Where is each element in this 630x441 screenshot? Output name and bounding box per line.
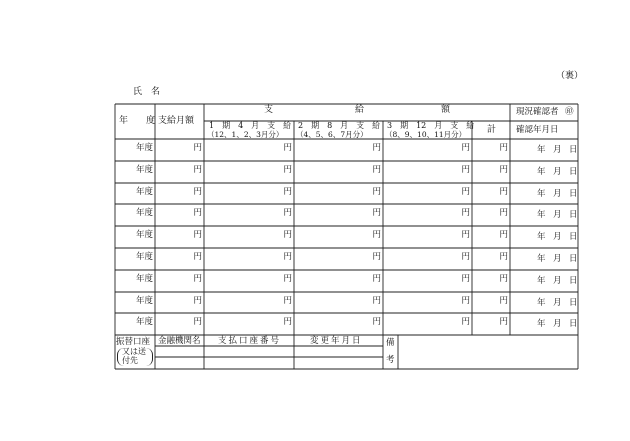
row-monthly-unit: 円 [193, 252, 202, 262]
check-date-day-label: 日 [569, 298, 578, 308]
check-date-month-label: 月 [553, 232, 562, 242]
or-send-to-line1: 又は送 [122, 347, 146, 356]
total-header: 計 [487, 125, 497, 135]
row-p1-unit: 円 [283, 230, 292, 240]
page-side-label: （裏） [556, 71, 584, 81]
row-year-unit: 年度 [135, 274, 153, 284]
row-year-unit: 年度 [135, 296, 153, 306]
period2-header-line1: 2 期 8 月 支 給 [298, 121, 381, 130]
row-p1-unit: 円 [283, 317, 292, 327]
row-p3-unit: 円 [461, 317, 470, 327]
check-date-month-label: 月 [553, 167, 562, 177]
row-total-unit: 円 [499, 165, 508, 175]
row-total-unit: 円 [499, 274, 508, 284]
check-date-year-label: 年 [537, 189, 546, 199]
row-total-unit: 円 [499, 187, 508, 197]
check-date-month-label: 月 [553, 145, 562, 155]
row-year-unit: 年度 [135, 165, 153, 175]
row-monthly-unit: 円 [193, 208, 202, 218]
row-total-unit: 円 [499, 208, 508, 218]
payment-amount-char-3: 額 [441, 105, 451, 115]
row-monthly-unit: 円 [193, 165, 202, 175]
name-label: 氏 名 [133, 87, 161, 97]
remarks-label-2: 考 [386, 355, 395, 365]
check-date-year-label: 年 [537, 254, 546, 264]
row-p3-unit: 円 [461, 296, 470, 306]
check-date-year-label: 年 [537, 210, 546, 220]
row-monthly-unit: 円 [193, 317, 202, 327]
check-date-header: 確認年月日 [516, 125, 559, 135]
period2-header-line2: （4、5、6、7月分） [296, 130, 368, 139]
row-p2-unit: 円 [372, 230, 381, 240]
row-p2-unit: 円 [372, 165, 381, 175]
row-p1-unit: 円 [283, 143, 292, 153]
row-total-unit: 円 [499, 252, 508, 262]
row-p2-unit: 円 [372, 296, 381, 306]
period3-header-line1: 3 期 12 月 支 給 [387, 121, 475, 130]
row-p3-unit: 円 [461, 252, 470, 262]
period1-header-line1: 1 期 4 月 支 給 [209, 121, 292, 130]
check-date-year-label: 年 [537, 145, 546, 155]
check-date-day-label: 日 [569, 254, 578, 264]
payment-amount-char-2: 給 [355, 105, 365, 115]
row-total-unit: 円 [499, 317, 508, 327]
row-p3-unit: 円 [461, 187, 470, 197]
row-monthly-unit: 円 [193, 187, 202, 197]
check-date-month-label: 月 [553, 298, 562, 308]
row-year-unit: 年度 [135, 208, 153, 218]
period1-header-line2: （12、1、2、3月分） [207, 130, 284, 139]
period3-header-line2: （8、9、10、11月分） [385, 130, 467, 139]
check-date-day-label: 日 [569, 232, 578, 242]
row-p3-unit: 円 [461, 143, 470, 153]
check-date-day-label: 日 [569, 189, 578, 199]
check-date-year-label: 年 [537, 232, 546, 242]
transfer-account-label: 振替口座 [116, 337, 151, 347]
row-p3-unit: 円 [461, 230, 470, 240]
row-year-unit: 年度 [135, 230, 153, 240]
check-date-month-label: 月 [553, 276, 562, 286]
payment-account-no-label: 支払口座番号 [218, 336, 282, 346]
row-p1-unit: 円 [283, 208, 292, 218]
check-date-year-label: 年 [537, 276, 546, 286]
row-monthly-unit: 円 [193, 296, 202, 306]
row-p2-unit: 円 [372, 274, 381, 284]
check-date-day-label: 日 [569, 145, 578, 155]
row-year-unit: 年度 [135, 187, 153, 197]
row-p2-unit: 円 [372, 143, 381, 153]
financial-institution-label: 金融機関名 [158, 336, 201, 346]
check-date-year-label: 年 [537, 298, 546, 308]
status-check-header: 現況確認者 [516, 107, 559, 117]
row-monthly-unit: 円 [193, 274, 202, 284]
row-p1-unit: 円 [283, 165, 292, 175]
seal-mark: ㊞ [565, 107, 574, 117]
check-date-day-label: 日 [569, 319, 578, 329]
row-p3-unit: 円 [461, 274, 470, 284]
row-p2-unit: 円 [372, 317, 381, 327]
row-total-unit: 円 [499, 230, 508, 240]
payment-amount-char-1: 支 [264, 105, 274, 115]
row-p1-unit: 円 [283, 296, 292, 306]
row-total-unit: 円 [499, 296, 508, 306]
row-p1-unit: 円 [283, 274, 292, 284]
row-year-unit: 年度 [135, 317, 153, 327]
row-total-unit: 円 [499, 143, 508, 153]
check-date-day-label: 日 [569, 167, 578, 177]
check-date-month-label: 月 [553, 254, 562, 264]
row-year-unit: 年度 [135, 143, 153, 153]
check-date-month-label: 月 [553, 210, 562, 220]
year-header: 年 度 [119, 116, 156, 126]
check-date-day-label: 日 [569, 210, 578, 220]
check-date-year-label: 年 [537, 319, 546, 329]
check-date-day-label: 日 [569, 276, 578, 286]
row-p1-unit: 円 [283, 187, 292, 197]
row-p3-unit: 円 [461, 208, 470, 218]
row-monthly-unit: 円 [193, 230, 202, 240]
row-p2-unit: 円 [372, 208, 381, 218]
row-year-unit: 年度 [135, 252, 153, 262]
row-p2-unit: 円 [372, 252, 381, 262]
check-date-month-label: 月 [553, 189, 562, 199]
row-p1-unit: 円 [283, 252, 292, 262]
row-p2-unit: 円 [372, 187, 381, 197]
change-date-label: 変更年月日 [310, 336, 363, 346]
remarks-label-1: 備 [386, 338, 395, 348]
or-send-to-line2: 付先 [122, 356, 138, 365]
row-monthly-unit: 円 [193, 143, 202, 153]
check-date-year-label: 年 [537, 167, 546, 177]
row-p3-unit: 円 [461, 165, 470, 175]
monthly-amount-header: 支給月額 [158, 116, 195, 126]
check-date-month-label: 月 [553, 319, 562, 329]
